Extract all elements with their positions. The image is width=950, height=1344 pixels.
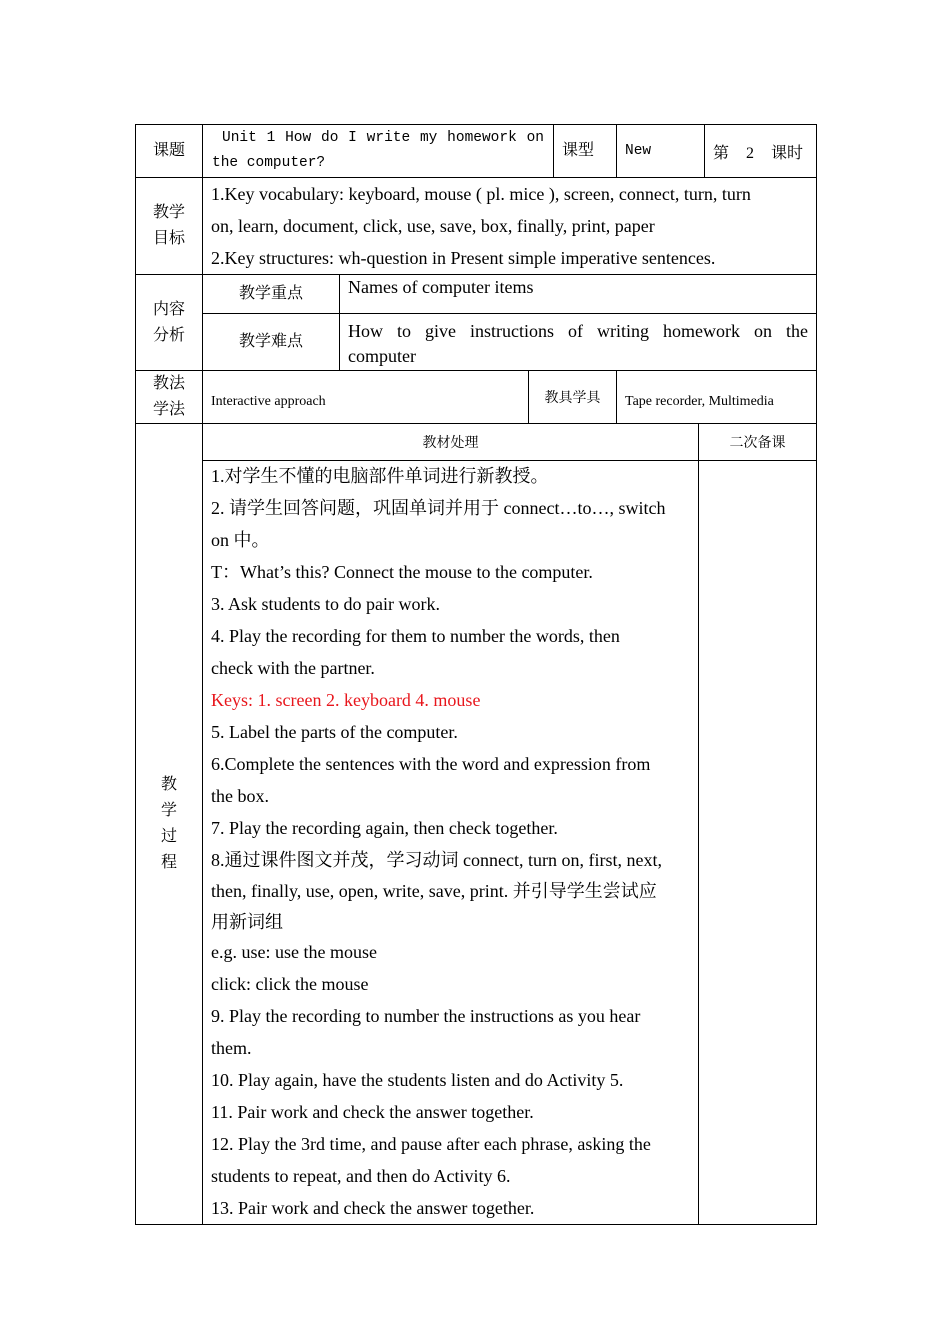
objectives-line-1: 1.Key vocabulary: keyboard, mouse ( pl. mice ), screen, connect, turn, turn bbox=[211, 184, 751, 204]
process-label-char-2: 学 bbox=[160, 802, 177, 819]
process-line-24: 13. Pair work and check the answer together. bbox=[211, 1198, 535, 1218]
process-line-3: on 中。 bbox=[211, 530, 270, 550]
process-line-15: 用新词组 bbox=[211, 912, 283, 932]
process-line-keys: Keys: 1. screen 2. keyboard 4. mouse bbox=[211, 690, 481, 710]
difficulty-line-1: How to give instructions of writing homework on the bbox=[348, 321, 808, 341]
process-label bbox=[136, 424, 203, 1225]
process-line-7: check with the partner. bbox=[211, 658, 375, 678]
process-table bbox=[135, 423, 817, 1225]
notes-header: 二次备课 bbox=[699, 424, 817, 461]
aids-value: Tape recorder, Multimedia bbox=[617, 371, 817, 424]
objectives-label-line-1: 教学 bbox=[152, 204, 185, 221]
type-value: New bbox=[617, 125, 705, 178]
objectives-table bbox=[135, 177, 817, 275]
objectives-label-line-2: 目标 bbox=[152, 230, 185, 247]
process-label-char-1: 教 bbox=[160, 776, 177, 793]
process-line-21: 11. Pair work and check the answer together. bbox=[211, 1102, 534, 1122]
lesson-suffix: 课时 bbox=[771, 144, 804, 162]
materials-header: 教材处理 bbox=[203, 424, 699, 461]
process-line-19: them. bbox=[211, 1038, 252, 1058]
difficulty-value bbox=[340, 314, 817, 371]
lesson-number-value: 2 bbox=[746, 144, 755, 162]
objectives-line-3: 2.Key structures: wh-question in Present simple imperative sentences. bbox=[211, 248, 716, 268]
process-line-5: 3. Ask students to do pair work. bbox=[211, 594, 440, 614]
process-line-23: students to repeat, and then do Activity 6. bbox=[211, 1166, 511, 1186]
process-line-4: T：What’s this? Connect the mouse to the computer. bbox=[211, 562, 593, 582]
analysis-table bbox=[135, 274, 817, 371]
process-line-10: 6.Complete the sentences with the word and expression from bbox=[211, 754, 651, 774]
process-line-13: 8.通过课件图文并茂，学习动词 connect, turn on, first, next, bbox=[211, 850, 662, 870]
method-label-line-2: 学法 bbox=[152, 401, 185, 418]
aids-label: 教具学具 bbox=[529, 371, 617, 424]
notes-content bbox=[699, 461, 817, 1225]
topic-line-2: the computer? bbox=[212, 155, 326, 171]
process-line-22: 12. Play the 3rd time, and pause after each phrase, asking the bbox=[211, 1134, 651, 1154]
objectives-label bbox=[136, 178, 203, 275]
analysis-label bbox=[136, 275, 203, 371]
method-table bbox=[135, 370, 817, 424]
process-label-char-4: 程 bbox=[160, 854, 177, 871]
analysis-label-line-2: 分析 bbox=[152, 326, 185, 344]
process-line-18: 9. Play the recording to number the instructions as you hear bbox=[211, 1006, 641, 1026]
process-label-char-3: 过 bbox=[160, 828, 177, 845]
method-label bbox=[136, 371, 203, 424]
analysis-label-line-1: 内容 bbox=[152, 300, 185, 318]
process-line-9: 5. Label the parts of the computer. bbox=[211, 722, 458, 742]
method-label-line-1: 教法 bbox=[152, 375, 185, 392]
topic-value bbox=[203, 125, 554, 178]
lesson-plan bbox=[135, 124, 816, 1225]
difficulty-label: 教学难点 bbox=[203, 314, 340, 371]
topic-label: 课题 bbox=[136, 125, 203, 178]
materials-content bbox=[203, 461, 699, 1225]
process-line-14: then, finally, use, open, write, save, print. 并引导学生尝试应 bbox=[211, 881, 657, 901]
objectives-line-2: on, learn, document, click, use, save, box, finally, print, paper bbox=[211, 216, 655, 236]
process-line-1: 1.对学生不懂的电脑部件单词进行新教授。 bbox=[211, 466, 549, 486]
process-line-20: 10. Play again, have the students listen and do Activity 5. bbox=[211, 1070, 624, 1090]
lesson-prefix: 第 bbox=[713, 144, 730, 162]
objectives-content bbox=[203, 178, 817, 275]
process-line-17: click: click the mouse bbox=[211, 974, 369, 994]
method-value: Interactive approach bbox=[203, 371, 529, 424]
difficulty-line-2: computer bbox=[348, 346, 416, 366]
lesson-number bbox=[705, 125, 817, 178]
header-table bbox=[135, 124, 817, 178]
process-line-12: 7. Play the recording again, then check together. bbox=[211, 818, 558, 838]
key-points-value: Names of computer items bbox=[340, 275, 817, 314]
process-line-11: the box. bbox=[211, 786, 269, 806]
process-line-2: 2. 请学生回答问题，巩固单词并用于 connect…to…, switch bbox=[211, 498, 666, 518]
process-line-6: 4. Play the recording for them to number the words, then bbox=[211, 626, 620, 646]
key-points-label: 教学重点 bbox=[203, 275, 340, 314]
type-label: 课型 bbox=[554, 125, 617, 178]
process-line-16: e.g. use: use the mouse bbox=[211, 942, 377, 962]
topic-line-1: Unit 1 How do I write my homework on bbox=[222, 130, 544, 146]
